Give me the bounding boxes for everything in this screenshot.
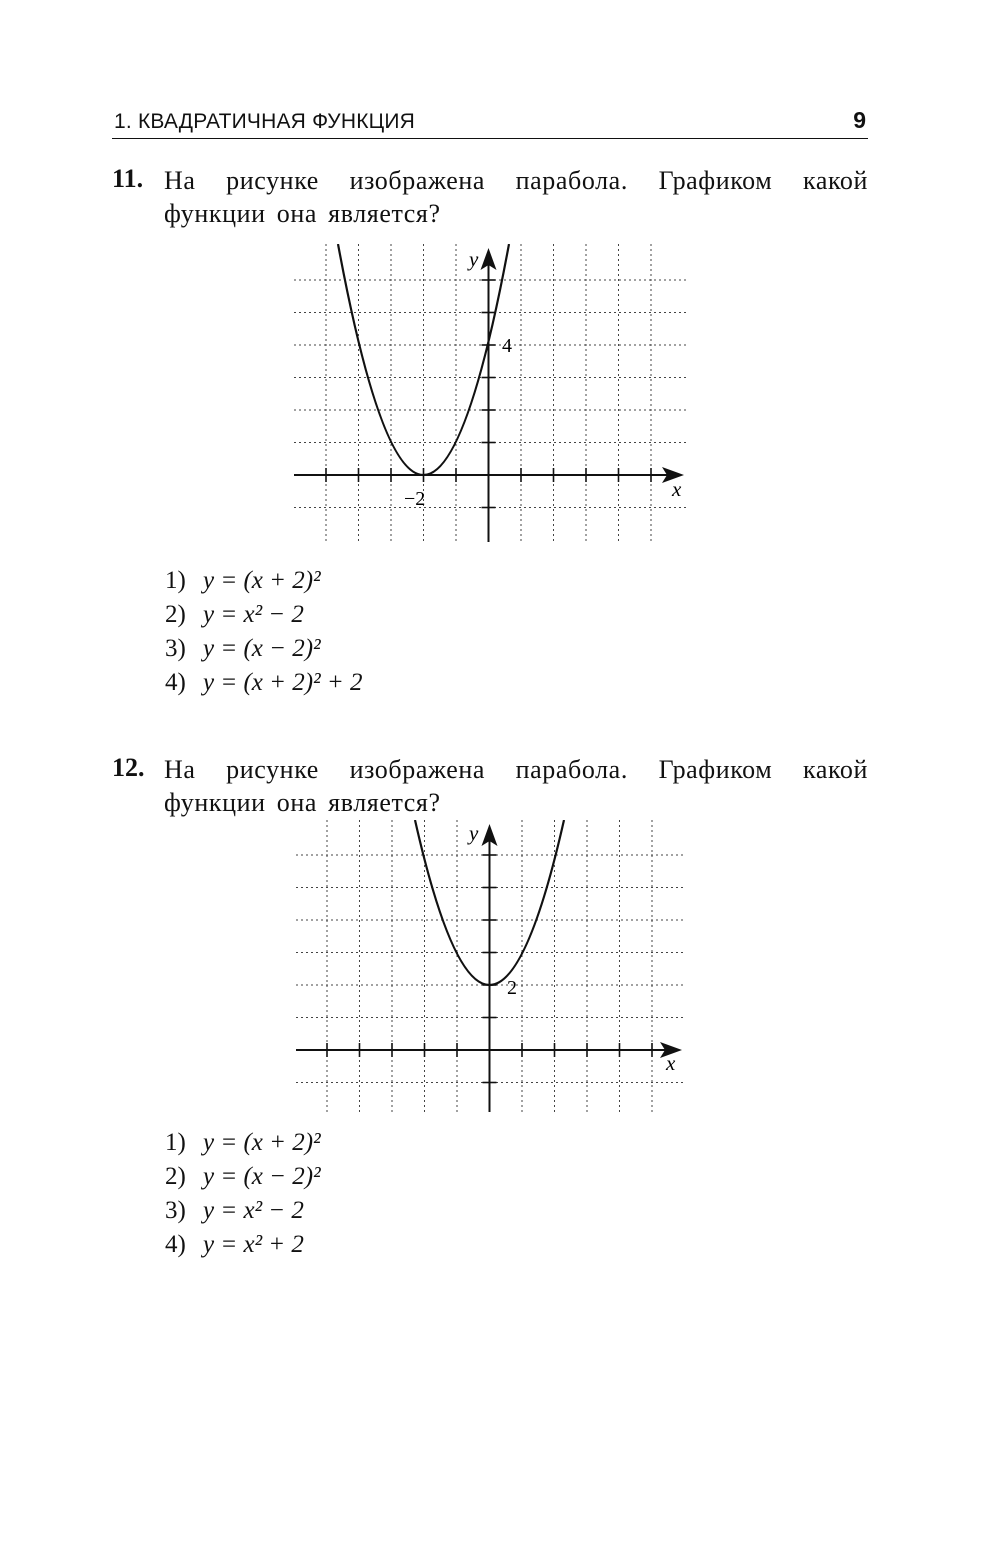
axes bbox=[296, 834, 672, 1112]
option-1[interactable] bbox=[165, 1126, 321, 1160]
option-1[interactable] bbox=[165, 564, 362, 598]
answer-options-12 bbox=[165, 1126, 321, 1262]
option-formula: y = (x + 2)² + 2 bbox=[203, 669, 363, 696]
option-number: 2) bbox=[165, 1163, 186, 1190]
option-formula: y = (x + 2)² bbox=[203, 1129, 321, 1156]
problem-number: 12. bbox=[112, 753, 145, 782]
option-formula: y = x² + 2 bbox=[203, 1231, 304, 1258]
option-formula: y = (x − 2)² bbox=[203, 1163, 321, 1190]
x-axis-label: x bbox=[672, 477, 682, 501]
y-axis-label: y bbox=[469, 247, 479, 271]
option-formula: y = x² − 2 bbox=[203, 1197, 304, 1224]
parabola-figure-12 bbox=[296, 820, 688, 1114]
option-4[interactable] bbox=[165, 1228, 321, 1262]
option-number: 4) bbox=[165, 1231, 186, 1258]
option-3[interactable] bbox=[165, 1194, 321, 1228]
axes bbox=[294, 258, 674, 542]
problem-text: На рисунке изображена парабола. Графиком какой функции она является? bbox=[164, 166, 868, 228]
option-number: 3) bbox=[165, 1197, 186, 1224]
option-number: 1) bbox=[165, 567, 186, 594]
option-formula: y = x² − 2 bbox=[203, 601, 304, 628]
option-3[interactable] bbox=[165, 632, 362, 666]
option-2[interactable] bbox=[165, 598, 362, 632]
grid bbox=[294, 244, 686, 542]
option-number: 3) bbox=[165, 635, 186, 662]
problem-number: 11. bbox=[112, 164, 144, 193]
option-4[interactable] bbox=[165, 666, 362, 700]
parabola-figure-11 bbox=[294, 244, 690, 544]
option-formula: y = (x + 2)² bbox=[203, 567, 321, 594]
section-title: 1. КВАДРАТИЧНАЯ ФУНКЦИЯ bbox=[114, 110, 416, 133]
option-2[interactable] bbox=[165, 1160, 321, 1194]
option-formula: y = (x − 2)² bbox=[203, 635, 321, 662]
option-number: 2) bbox=[165, 601, 186, 628]
page-number: 9 bbox=[853, 107, 866, 133]
option-number: 1) bbox=[165, 1129, 186, 1156]
answer-options-11 bbox=[165, 564, 362, 700]
problem-text: На рисунке изображена парабола. Графиком какой функции она является? bbox=[164, 755, 868, 817]
y-tick-label-4: 4 bbox=[502, 335, 512, 357]
x-axis-label: x bbox=[666, 1051, 676, 1075]
running-header bbox=[112, 104, 868, 139]
y-axis-label: y bbox=[469, 821, 479, 845]
x-tick-label-minus-2: −2 bbox=[404, 488, 426, 510]
option-number: 4) bbox=[165, 669, 186, 696]
y-tick-label-2: 2 bbox=[507, 977, 517, 999]
graph-problem-12 bbox=[296, 820, 688, 1114]
graph-problem-11 bbox=[294, 244, 690, 544]
